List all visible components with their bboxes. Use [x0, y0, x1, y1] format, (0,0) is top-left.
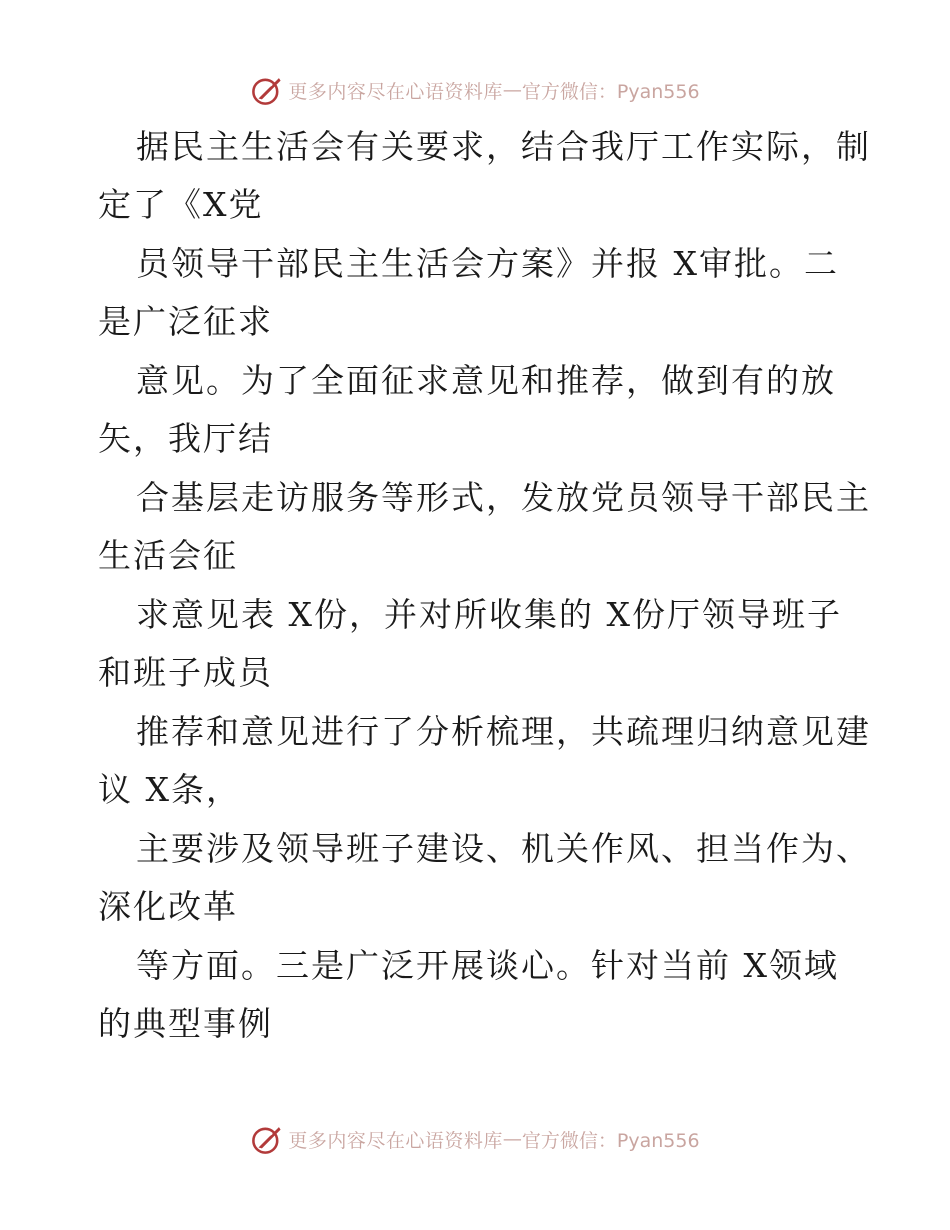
text-line: 和班子成员 — [98, 653, 273, 692]
text-line: 据民主生活会有关要求，结合我厅工作实际，制 — [136, 127, 871, 166]
quill-logo-icon — [250, 73, 284, 107]
banner-wechat: 官方微信：Pyan556 — [521, 1129, 700, 1152]
text-line: 议 X条， — [98, 770, 241, 809]
text-line: 矢，我厅结 — [98, 419, 273, 458]
banner-wechat: 官方微信：Pyan556 — [521, 80, 700, 103]
text-line: 推荐和意见进行了分析梳理，共疏理归纳意见建 — [136, 712, 871, 751]
text-line: 是广泛征求 — [98, 302, 273, 341]
banner-text: 更多内容尽在心语资料库 — [288, 80, 503, 103]
text-line: 的典型事例 — [98, 1004, 273, 1043]
banner-text: 更多内容尽在心语资料库 — [288, 1129, 503, 1152]
text-line: 意见。为了全面征求意见和推荐，做到有的放 — [136, 361, 836, 400]
text-line: 生活会征 — [98, 536, 238, 575]
text-line: 定了《X党 — [98, 185, 264, 224]
banner-separator: — — [502, 1128, 522, 1150]
text-line: 深化改革 — [98, 887, 238, 926]
quill-logo-icon — [250, 1122, 284, 1156]
text-line: 合基层走访服务等形式，发放党员领导干部民主 — [136, 478, 871, 517]
text-line: 求意见表 X份，并对所收集的 X份厅领导班子 — [136, 595, 842, 634]
text-line: 主要涉及领导班子建设、机关作风、担当作为、 — [136, 829, 871, 868]
text-line: 等方面。三是广泛开展谈心。针对当前 X领域 — [136, 946, 839, 985]
header-banner — [0, 70, 950, 110]
text-line: 员领导干部民主生活会方案》并报 X审批。二 — [136, 244, 839, 283]
footer-banner — [0, 1119, 950, 1159]
banner-separator: — — [502, 79, 522, 101]
